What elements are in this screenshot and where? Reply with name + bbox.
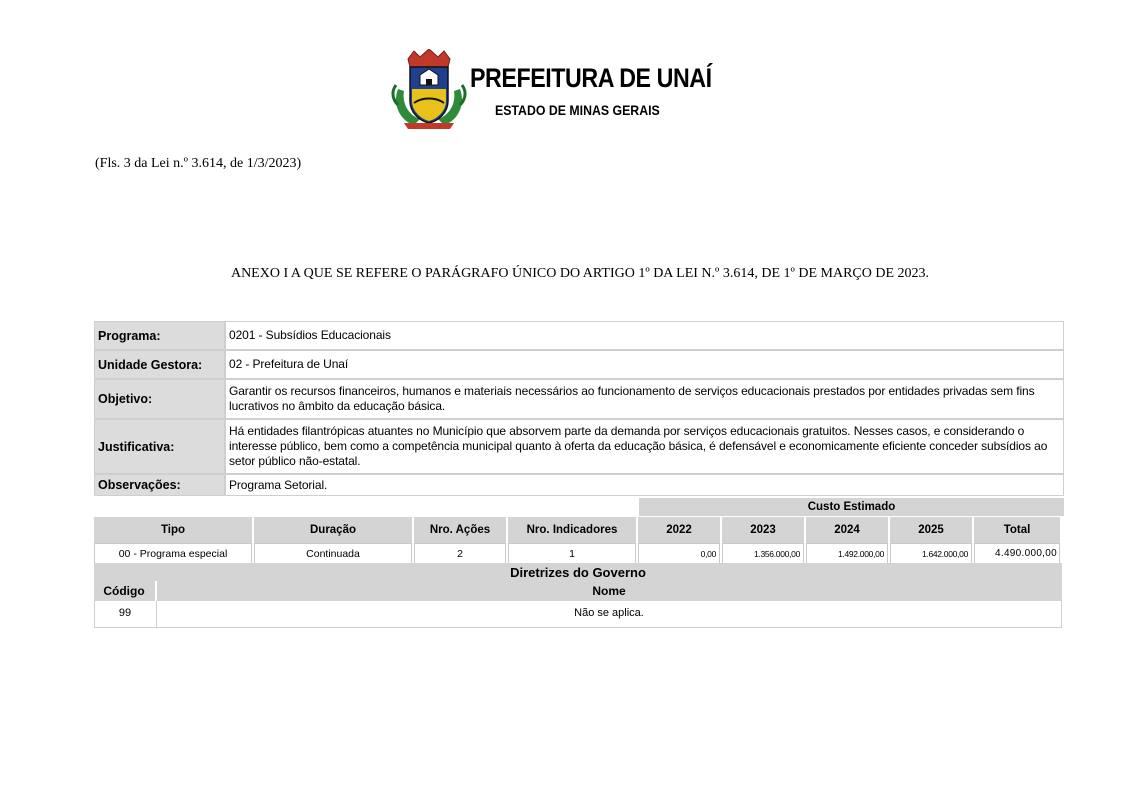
cell-2023: 1.356.000,00 <box>722 543 804 564</box>
managing-unit-label: Unidade Gestora: <box>94 350 225 379</box>
col-header-indicators: Nro. Indicadores <box>508 517 636 543</box>
col-header-duration: Duração <box>254 517 412 543</box>
program-label: Programa: <box>94 321 225 350</box>
directive-name: Não se aplica. <box>574 607 644 619</box>
observations-row <box>94 474 1064 496</box>
objective-row <box>94 379 1064 419</box>
cell-2024: 1.492.000,00 <box>806 543 888 564</box>
col-header-type: Tipo <box>94 517 252 543</box>
cell-2025: 1.642.000,00 <box>890 543 972 564</box>
col-header-code: Código <box>103 584 145 598</box>
justification-value: Há entidades filantrópicas atuantes no Município que absorvem parte da demanda por serviços educacionais gratuitos. Nesses casos, e considerando o interesse público, bem como a competência municipal quanto à oferta da educação básica, é defensável e economicamente eficiente conceder subsídios ao setor público não-estatal. <box>225 419 1064 474</box>
letterhead-subtitle: ESTADO DE MINAS GERAIS <box>495 102 660 118</box>
cell-2022: 0,00 <box>638 543 720 564</box>
directives-header <box>94 563 1062 601</box>
page-reference: (Fls. 3 da Lei n.º 3.614, de 1/3/2023) <box>95 156 302 171</box>
cell-actions: 2 <box>414 543 506 564</box>
table-row <box>94 543 1060 564</box>
table-row <box>94 601 1062 628</box>
program-info-table <box>94 321 1064 496</box>
col-header-name: Nome <box>592 584 626 598</box>
cell-duration: Continuada <box>254 543 412 564</box>
objective-label: Objetivo: <box>94 379 225 419</box>
col-header-2024: 2024 <box>806 517 888 543</box>
col-header-total: Total <box>974 517 1060 543</box>
cell-indicators: 1 <box>508 543 636 564</box>
coat-of-arms-emblem <box>390 49 468 131</box>
observations-label: Observações: <box>94 474 225 496</box>
program-row <box>94 321 1064 350</box>
col-header-2023: 2023 <box>722 517 804 543</box>
managing-unit-row <box>94 350 1064 379</box>
col-header-2022: 2022 <box>638 517 720 543</box>
estimated-cost-header: Custo Estimado <box>639 498 1064 516</box>
cost-table <box>92 517 1062 564</box>
program-value: 0201 - Subsídios Educacionais <box>225 321 1064 350</box>
government-directives-table <box>94 563 1062 628</box>
cell-type: 00 - Programa especial <box>94 543 252 564</box>
letterhead <box>390 47 710 133</box>
directives-title: Diretrizes do Governo <box>510 565 646 580</box>
directive-code: 99 <box>118 607 132 619</box>
letterhead-title: PREFEITURA DE UNAÍ <box>470 63 712 93</box>
objective-value: Garantir os recursos financeiros, humanos e materiais necessários ao funcionamento de serviços educacionais prestados por entidades privadas sem fins lucrativos no âmbito da educação básica. <box>225 379 1064 419</box>
cost-header-row <box>94 517 1060 543</box>
annex-title: ANEXO I A QUE SE REFERE O PARÁGRAFO ÚNICO DO ARTIGO 1º DA LEI N.º 3.614, DE 1º DE MARÇO DE 2023. <box>230 266 930 281</box>
managing-unit-value: 02 - Prefeitura de Unaí <box>225 350 1064 379</box>
cell-total: 4.490.000,00 <box>974 543 1060 564</box>
justification-row <box>94 419 1064 474</box>
observations-value: Programa Setorial. <box>225 474 1064 496</box>
col-header-2025: 2025 <box>890 517 972 543</box>
justification-label: Justificativa: <box>94 419 225 474</box>
col-header-actions: Nro. Ações <box>414 517 506 543</box>
